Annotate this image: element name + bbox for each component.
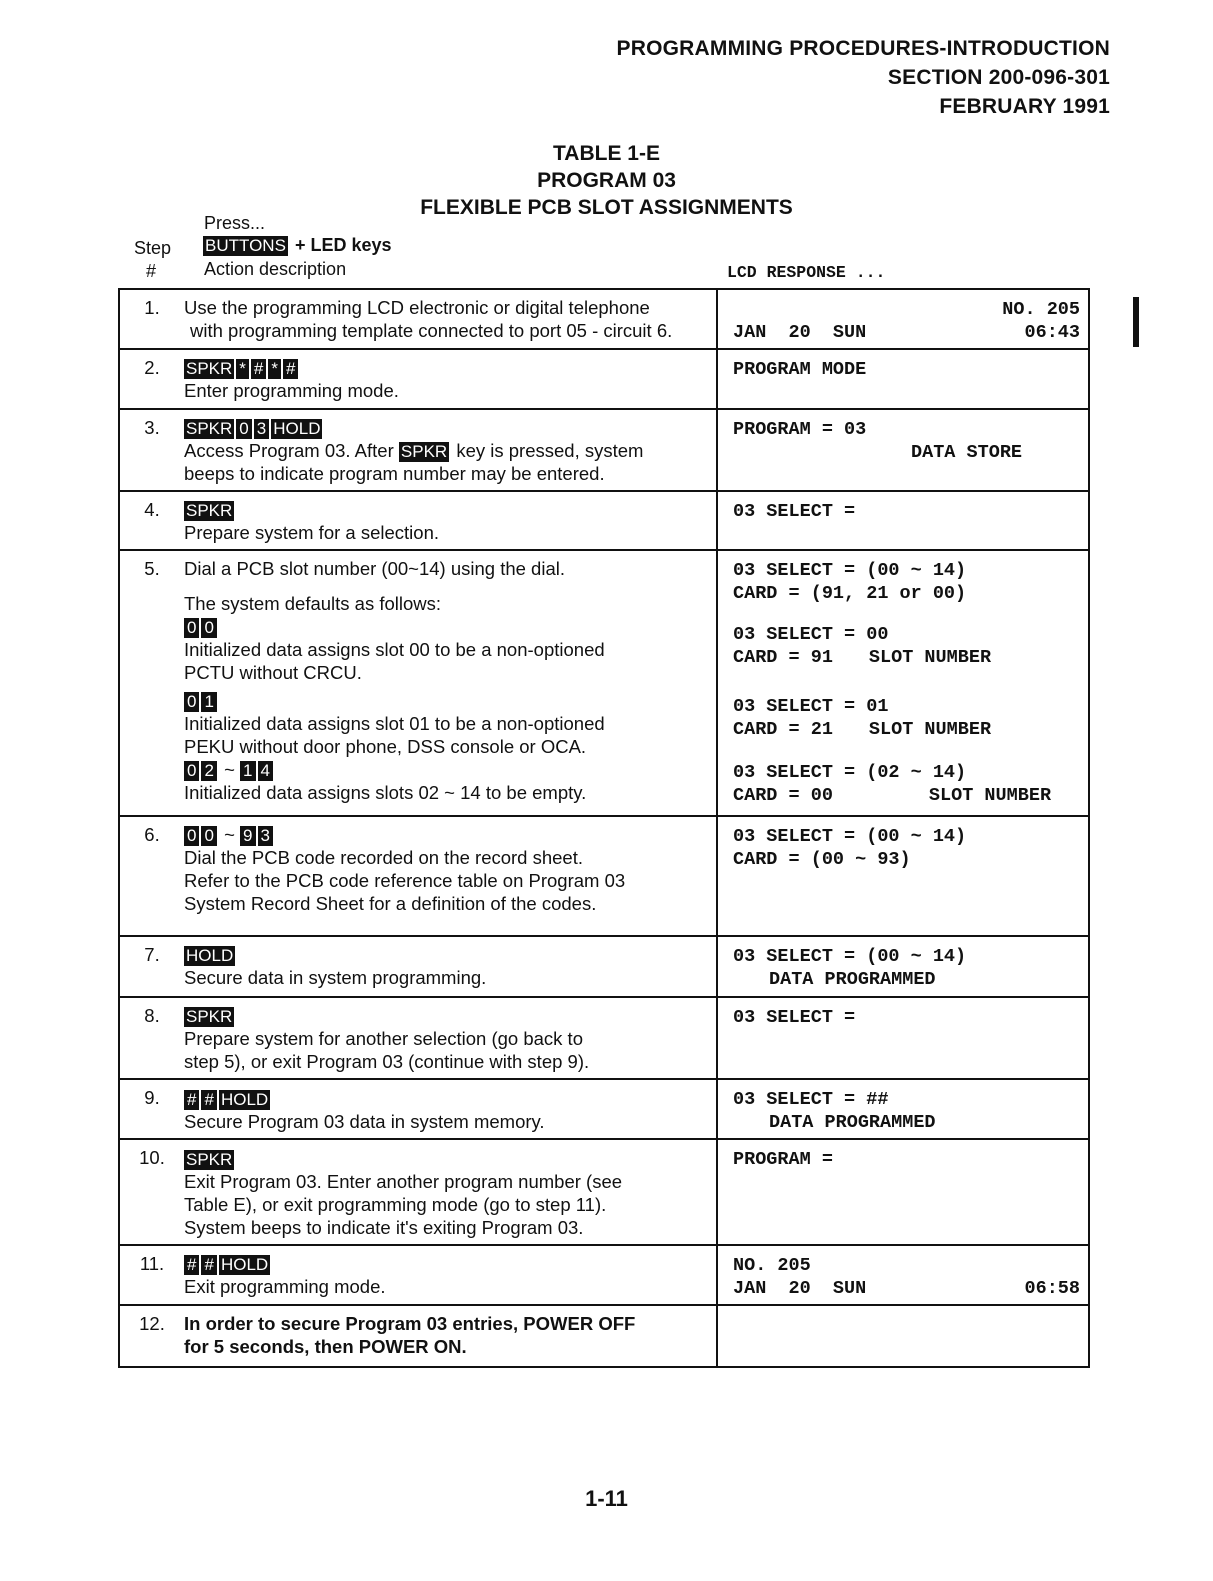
digit-3-key-icon: 3 <box>254 419 269 439</box>
spkr-key-icon: SPKR <box>186 1149 233 1169</box>
slot-number-callout: SLOT NUMBER <box>868 647 992 669</box>
lcd-line: JAN 20 SUN <box>733 1277 867 1299</box>
step-description: Dial a PCB slot number (00~14) using the dial. <box>184 558 565 580</box>
step-description: for 5 seconds, then POWER ON. <box>184 1335 467 1357</box>
spkr-key-icon: SPKR <box>400 442 448 462</box>
key-sequence <box>184 416 710 439</box>
step-number: 8. <box>144 1005 160 1027</box>
lcd-line: DATA PROGRAMMED <box>769 969 936 991</box>
digit-0-key-icon: 0 <box>236 419 251 439</box>
step-description: Enter programming mode. <box>184 380 399 402</box>
step-number: 1. <box>144 297 160 318</box>
lcd-line: PROGRAM = <box>733 1149 833 1171</box>
hold-key-icon: HOLD <box>220 1089 269 1109</box>
step-description: Dial the PCB code recorded on the record sheet. <box>184 847 584 869</box>
digit-0-key-icon: 0 <box>201 826 216 846</box>
revision-bar <box>1133 297 1139 347</box>
step-description: with programming template connected to port 05 - circuit 6. <box>190 320 673 341</box>
lcd-line: 03 SELECT = (00 ~ 14) <box>733 826 967 848</box>
step-description: step 5), or exit Program 03 (continue with step 9). <box>184 1051 590 1073</box>
digit-0-key-icon: 0 <box>201 618 216 638</box>
header-date: FEBRUARY 1991 <box>939 95 1110 118</box>
lcd-line: 03 SELECT = 00 <box>733 624 889 646</box>
digit-0-key-icon: 0 <box>184 692 199 712</box>
slot-number-callout: SLOT NUMBER <box>868 719 992 741</box>
step-number-label: # <box>146 261 157 281</box>
lcd-line: CARD = 21 <box>733 719 833 741</box>
slot-number-callout: SLOT NUMBER <box>928 785 1052 807</box>
step-description: beeps to indicate program number may be entered. <box>184 463 605 485</box>
table-row <box>119 997 1089 1079</box>
buttons-key-icon: BUTTONS <box>205 236 286 256</box>
hold-key-icon: HOLD <box>273 419 321 439</box>
step-description: Access Program 03. After SPKR key is pressed, system <box>184 440 644 462</box>
step-description: Prepare system for a selection. <box>184 522 439 544</box>
digit-2-key-icon: 2 <box>201 761 216 781</box>
step-number: 3. <box>144 417 160 438</box>
digit-0-key-icon: 0 <box>184 618 199 638</box>
table-row <box>119 1245 1089 1305</box>
table-row <box>119 550 1089 816</box>
lcd-line: DATA PROGRAMMED <box>769 1112 936 1134</box>
page-number: 1-11 <box>585 1486 628 1511</box>
digit-9-key-icon: 9 <box>240 826 255 846</box>
table-row <box>119 491 1089 550</box>
step-description: Prepare system for another selection (go back to <box>184 1028 583 1050</box>
step-number: 12. <box>139 1312 165 1334</box>
star-key-icon: * <box>236 359 249 379</box>
step-description: Table E), or exit programming mode (go to step 11). <box>184 1193 607 1215</box>
lcd-line: PROGRAM MODE <box>733 359 867 380</box>
step-description: System beeps to indicate it's exiting Program 03. <box>184 1216 584 1238</box>
lcd-line: CARD = 00 <box>733 785 833 807</box>
step-description: Initialized data assigns slots 02 ~ 14 to be empty. <box>184 781 587 803</box>
hash-key-icon: # <box>283 359 298 379</box>
spkr-key-icon: SPKR <box>186 419 233 439</box>
header-section: SECTION 200-096-301 <box>887 66 1110 89</box>
hold-key-icon: HOLD <box>186 946 234 966</box>
lcd-response-label: LCD RESPONSE ... <box>727 263 886 282</box>
lcd-line: JAN 20 SUN <box>733 322 867 343</box>
buttons-legend <box>203 235 392 256</box>
step-number: 4. <box>144 499 160 521</box>
lcd-line: CARD = (00 ~ 93) <box>733 849 911 871</box>
hash-key-icon: # <box>184 1090 199 1110</box>
step-description: Initialized data assigns slot 00 to be a non-optioned <box>184 639 605 661</box>
step-description: The system defaults as follows: <box>184 593 442 615</box>
step-number: 2. <box>144 357 160 378</box>
lcd-line: DATA STORE <box>911 442 1023 463</box>
step-number: 5. <box>144 558 160 580</box>
header-title: PROGRAMMING PROCEDURES-INTRODUCTION <box>616 37 1110 60</box>
table-row <box>119 1139 1089 1244</box>
hash-key-icon: # <box>201 1255 216 1275</box>
step-description: Exit Program 03. Enter another program number (see <box>184 1170 623 1192</box>
lcd-line: 03 SELECT = (00 ~ 14) <box>733 560 967 582</box>
table-title: TABLE 1-E <box>553 142 660 165</box>
lcd-line: 03 SELECT = <box>733 501 856 523</box>
lcd-line: 03 SELECT = ## <box>733 1089 889 1111</box>
step-description: System Record Sheet for a definition of the codes. <box>184 893 597 915</box>
digit-1-key-icon: 1 <box>201 692 216 712</box>
table-row <box>119 1079 1089 1139</box>
step-description: PEKU without door phone, DSS console or OCA. <box>184 735 587 757</box>
step-description: In order to secure Program 03 entries, POWER OFF <box>184 1312 636 1334</box>
digit-0-key-icon: 0 <box>184 826 199 846</box>
step-description: Refer to the PCB code reference table on Program 03 <box>184 870 626 892</box>
table-row <box>119 409 1089 491</box>
step-description: Initialized data assigns slot 01 to be a non-optioned <box>184 712 605 734</box>
lcd-line: 03 SELECT = (02 ~ 14) <box>733 762 967 784</box>
step-description: Secure Program 03 data in system memory. <box>184 1110 545 1132</box>
spkr-key-icon: SPKR <box>186 501 233 521</box>
star-key-icon: * <box>268 359 281 379</box>
action-label: Action description <box>204 259 347 279</box>
digit-4-key-icon: 4 <box>258 761 273 781</box>
hash-key-icon: # <box>201 1090 216 1110</box>
table-row <box>119 936 1089 997</box>
spkr-key-icon: SPKR <box>186 1007 233 1027</box>
table-row <box>119 1305 1089 1367</box>
step-description: Secure data in system programming. <box>184 967 487 989</box>
lcd-line: NO. 205 <box>1002 299 1080 320</box>
program-table <box>118 288 1090 1368</box>
press-label: Press... <box>204 213 266 233</box>
step-number: 11. <box>139 1252 165 1274</box>
lcd-line: CARD = (91, 21 or 00) <box>733 583 967 605</box>
step-number: 7. <box>144 944 160 966</box>
hold-key-icon: HOLD <box>220 1254 269 1274</box>
lcd-line: NO. 205 <box>733 1254 811 1276</box>
step-description: Exit programming mode. <box>184 1275 386 1297</box>
lcd-line: CARD = 91 <box>733 647 833 669</box>
step-number: 9. <box>144 1087 160 1109</box>
step-number: 10. <box>139 1147 165 1169</box>
table-row <box>119 349 1089 409</box>
step-description: Use the programming LCD electronic or digital telephone <box>184 297 650 318</box>
lcd-line: 03 SELECT = (00 ~ 14) <box>733 946 967 968</box>
table-row <box>119 289 1089 349</box>
digit-3-key-icon: 3 <box>258 826 273 846</box>
key-sequence <box>184 356 710 379</box>
lcd-line: 03 SELECT = 01 <box>733 696 889 718</box>
table-row <box>119 816 1089 936</box>
lcd-line: 03 SELECT = <box>733 1007 856 1029</box>
hash-key-icon: # <box>184 1255 199 1275</box>
table-subtitle: FLEXIBLE PCB SLOT ASSIGNMENTS <box>420 196 793 219</box>
digit-0-key-icon: 0 <box>184 761 199 781</box>
hash-key-icon: # <box>251 359 266 379</box>
led-keys-label: + LED keys <box>294 235 392 255</box>
lcd-line: 06:58 <box>1024 1277 1080 1299</box>
program-title: PROGRAM 03 <box>537 169 676 192</box>
tilde-separator: ~ <box>224 824 235 846</box>
lcd-line: 06:43 <box>1024 322 1080 343</box>
step-label: Step <box>134 238 172 258</box>
spkr-key-icon: SPKR <box>186 359 233 379</box>
step-number: 6. <box>144 824 160 846</box>
tilde-separator: ~ <box>224 758 235 780</box>
step-description: PCTU without CRCU. <box>184 662 362 684</box>
lcd-line: PROGRAM = 03 <box>733 419 867 440</box>
digit-1-key-icon: 1 <box>240 761 255 781</box>
